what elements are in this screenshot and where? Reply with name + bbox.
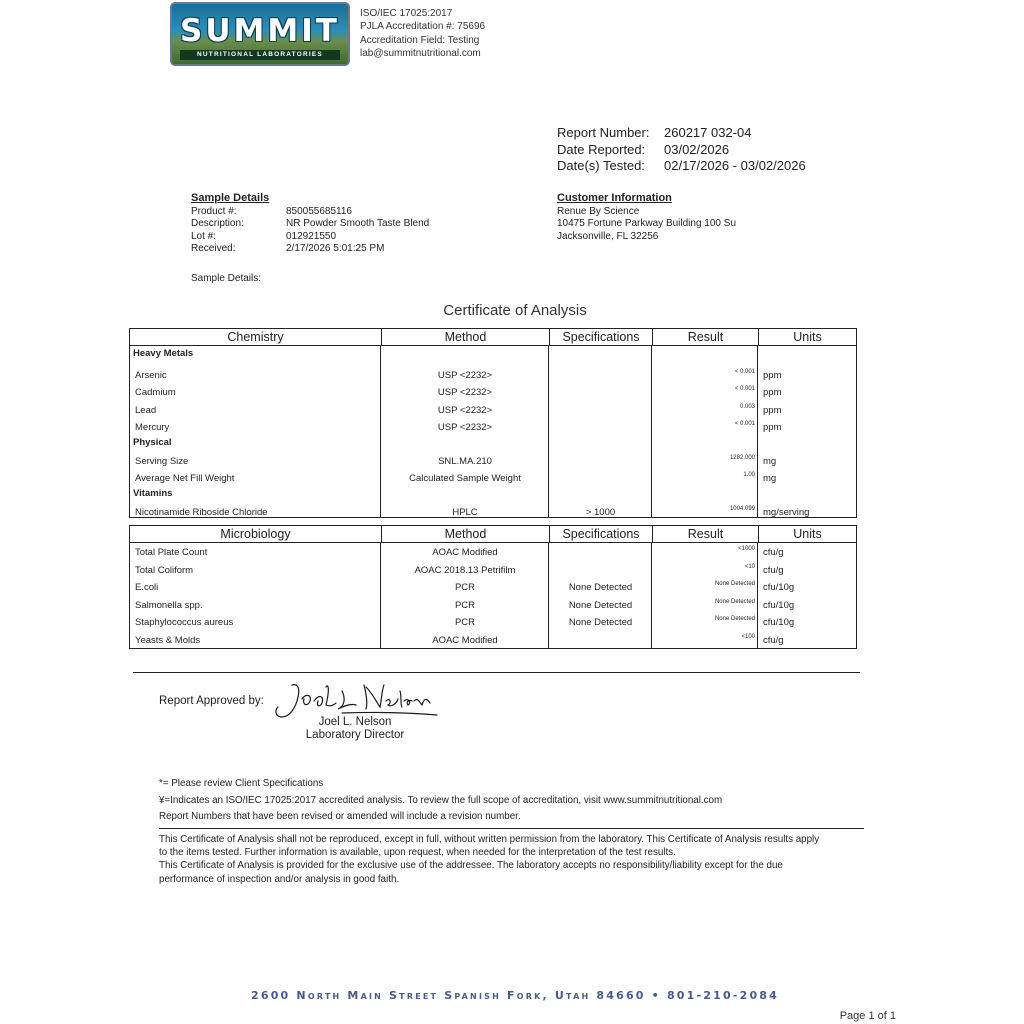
row-method: USP <2232>: [437, 422, 493, 433]
sample-details-label: Sample Details:: [191, 273, 262, 284]
table-row: [130, 501, 856, 518]
signature-image: [272, 679, 442, 721]
microbiology-header: [130, 526, 856, 543]
row-result: 1004.099: [729, 506, 755, 512]
lot-number: 012921550: [286, 230, 337, 242]
date-reported-label: Date Reported:: [557, 141, 646, 157]
col-divider: [548, 346, 549, 518]
table-row: [130, 398, 856, 416]
logo-wordmark: SUMMIT: [180, 13, 340, 49]
table-row: [130, 467, 856, 484]
row-name: Lead: [135, 404, 157, 416]
row-name: Total Coliform: [135, 564, 194, 576]
col-divider: [380, 543, 381, 649]
row-unit: ppm: [763, 369, 782, 381]
description: NR Powder Smooth Taste Blend: [286, 218, 430, 230]
row-name: Total Plate Count: [135, 547, 208, 558]
chemistry-table: [129, 328, 857, 518]
row-name: Average Net Fill Weight: [135, 473, 235, 484]
legal-line: This Certificate of Analysis shall not be reproduced, except in full, without written permission from the laboratory. This Certificate of Analysis results apply: [159, 834, 820, 845]
product-number-label: Product #:: [191, 206, 237, 217]
accreditation-info: [360, 7, 485, 61]
row-method: AOAC Modified: [432, 547, 498, 558]
group-vitamins: Vitamins: [133, 488, 173, 499]
col-microbiology: Microbiology: [220, 527, 291, 541]
row-result: <1000: [738, 546, 755, 552]
row-name: Cadmium: [135, 387, 176, 398]
legal-disclaimer: [159, 833, 859, 886]
dates-tested-label: Date(s) Tested:: [557, 158, 645, 174]
table-row: [130, 450, 856, 467]
row-unit: ppm: [763, 404, 782, 416]
row-result: 1.00: [743, 472, 755, 478]
accreditation-email: lab@summitnutritional.com: [360, 48, 481, 60]
row-result: 1282.000: [729, 455, 755, 461]
row-name: Arsenic: [135, 369, 167, 381]
note-line: Report Numbers that have been revised or amended will include a revision number.: [159, 811, 521, 822]
row-unit: mg: [763, 456, 777, 467]
row-result: None Detected: [714, 616, 755, 622]
accreditation-line: Accreditation Field: Testing: [360, 34, 480, 46]
row-spec: None Detected: [568, 617, 633, 628]
row-method: USP <2232>: [437, 369, 493, 381]
row-unit: mg: [763, 473, 777, 484]
row-unit: cfu/g: [763, 634, 784, 646]
signer-block: [300, 716, 410, 741]
row-spec: > 1000: [585, 507, 616, 518]
row-spec: None Detected: [568, 582, 633, 593]
divider-line: [133, 672, 860, 673]
customer-info-heading: Customer Information: [557, 192, 672, 204]
row-method: PCR: [454, 582, 476, 593]
group-physical: Physical: [133, 437, 172, 448]
col-specifications: Specifications: [549, 329, 652, 345]
row-unit: cfu/10g: [763, 599, 795, 611]
table-row: [130, 416, 856, 434]
col-result: Result: [652, 329, 758, 345]
note-line: *= Please review Client Specifications: [159, 778, 324, 789]
report-number: 260217 032-04: [664, 125, 752, 140]
report-meta: [557, 125, 806, 175]
row-method: Calculated Sample Weight: [409, 473, 521, 484]
signer-name: Joel L. Nelson: [318, 716, 392, 728]
row-spec: None Detected: [568, 599, 633, 611]
row-method: HPLC: [452, 507, 478, 518]
row-result: <10: [744, 563, 755, 570]
accreditation-line: PJLA Accreditation #: 75696: [360, 21, 486, 33]
approved-by-label: Report Approved by:: [159, 695, 264, 707]
customer-information: [557, 192, 736, 243]
row-method: AOAC 2018.13 Petrifilm: [414, 564, 516, 576]
row-result: 0.003: [739, 403, 755, 410]
row-method: AOAC Modified: [432, 634, 498, 646]
chemistry-header: [130, 329, 856, 346]
sample-details-heading: Sample Details: [191, 192, 270, 204]
row-unit: ppm: [763, 422, 782, 433]
table-row: [130, 593, 856, 611]
row-result: < 0.001: [734, 386, 755, 392]
col-units: Units: [758, 329, 856, 345]
note-line: ¥=Indicates an ISO/IEC 17025:2017 accredited analysis. To review the full scope of accreditation, visit www.summitnutritional.com: [159, 794, 723, 806]
col-units: Units: [758, 526, 856, 542]
table-row: [130, 628, 856, 646]
row-method: PCR: [454, 599, 476, 611]
row-name: Serving Size: [135, 456, 189, 467]
row-name: Staphylococcus aureus: [135, 617, 234, 628]
customer-city: Jacksonville, FL 32256: [557, 230, 659, 242]
row-method: SNL.MA.210: [438, 456, 492, 467]
date-reported: 03/02/2026: [664, 141, 730, 157]
col-specifications: Specifications: [549, 526, 652, 542]
logo-subtitle: NUTRITIONAL LABORATORIES: [180, 50, 340, 60]
table-row: [130, 611, 856, 629]
certificate-title: Certificate of Analysis: [443, 302, 587, 319]
row-unit: mg/serving: [763, 507, 810, 518]
col-divider: [380, 346, 381, 518]
col-chemistry: Chemistry: [227, 330, 284, 344]
row-unit: cfu/g: [763, 547, 784, 558]
row-name: Salmonella spp.: [135, 599, 203, 611]
row-result: None Detected: [714, 598, 755, 605]
customer-address: 10475 Fortune Parkway Building 100 Su: [557, 218, 737, 230]
row-unit: cfu/10g: [763, 617, 795, 628]
description-label: Description:: [191, 218, 244, 230]
table-row: [130, 543, 856, 558]
received: 2/17/2026 5:01:25 PM: [286, 242, 385, 254]
table-row: [130, 363, 856, 381]
row-name: E.coli: [135, 582, 159, 593]
report-number-label: Report Number:: [557, 125, 650, 140]
row-unit: cfu/g: [763, 564, 784, 576]
microbiology-body: [130, 543, 856, 649]
legal-line: This Certificate of Analysis is provided for the exclusive use of the addressee. The laboratory accepts no responsibility/liability except for the due: [159, 860, 783, 872]
summit-logo: [170, 2, 350, 66]
customer-name: Renue By Science: [557, 206, 640, 217]
divider-line: [159, 828, 864, 829]
table-row: [130, 576, 856, 594]
col-method: Method: [381, 329, 549, 345]
row-name: Mercury: [135, 422, 170, 433]
row-result: < 0.001: [734, 421, 755, 427]
microbiology-table: [129, 525, 857, 649]
row-method: USP <2232>: [437, 404, 493, 416]
table-row: [130, 381, 856, 399]
product-number: 850055685116: [286, 206, 352, 217]
dates-tested: 02/17/2026 - 03/02/2026: [664, 158, 806, 174]
legal-line: performance of inspection and/or analysis in good faith.: [159, 873, 400, 885]
lot-number-label: Lot #:: [191, 230, 217, 242]
row-unit: cfu/10g: [763, 582, 795, 593]
group-heavy-metals: Heavy Metals: [133, 348, 194, 359]
row-result: < 0.001: [734, 368, 755, 375]
accreditation-line: ISO/IEC 17025:2017: [360, 8, 453, 19]
col-divider: [548, 543, 549, 649]
notes: [159, 776, 722, 826]
legal-line: to the items tested. Further information is available, upon request, when needed for the interpretation of the test results.: [159, 847, 676, 859]
chemistry-body: [130, 346, 856, 518]
row-name: Nicotinamide Riboside Chloride: [135, 507, 268, 518]
row-unit: ppm: [763, 387, 782, 398]
signer-title: Laboratory Director: [305, 728, 405, 741]
table-row: [130, 558, 856, 576]
col-method: Method: [381, 526, 549, 542]
page-number: Page 1 of 1: [839, 1010, 896, 1022]
row-result: None Detected: [714, 581, 755, 587]
col-result: Result: [652, 526, 758, 542]
sample-details: [191, 192, 429, 255]
received-label: Received:: [191, 242, 236, 254]
footer-address: 2600 North Main Street Spanish Fork, Utah 84660 • 801-210-2084: [250, 989, 780, 1002]
row-result: <100: [741, 633, 755, 640]
row-method: PCR: [454, 617, 476, 628]
row-method: USP <2232>: [437, 387, 493, 398]
row-name: Yeasts & Molds: [135, 634, 201, 646]
